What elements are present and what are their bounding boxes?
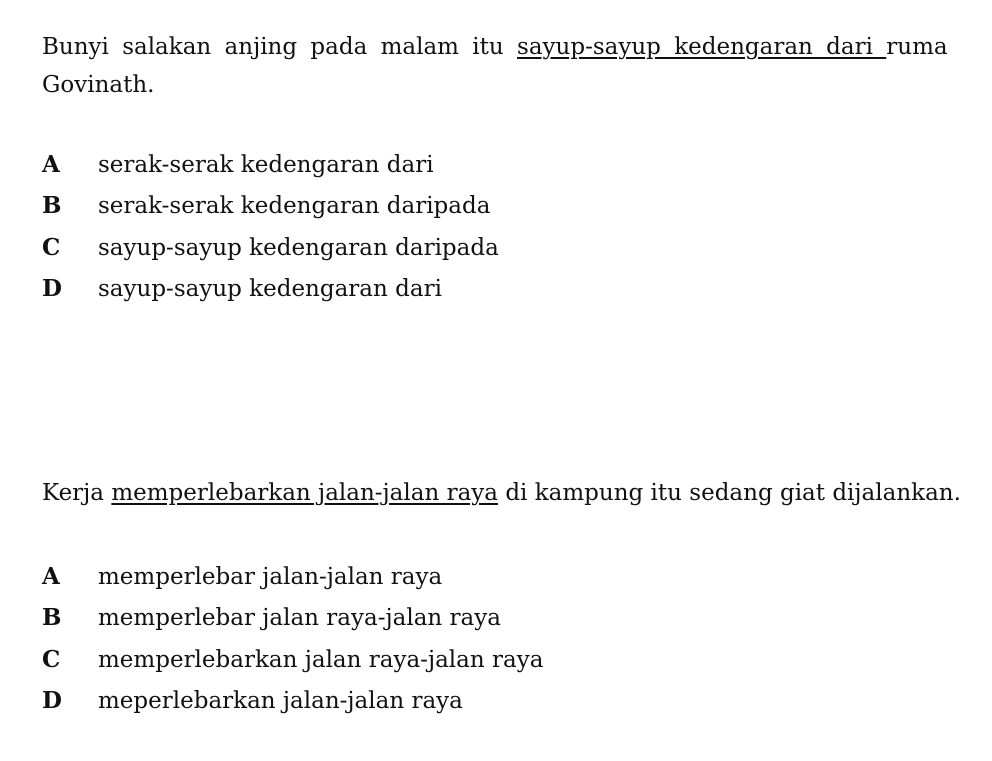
option-letter: C (42, 233, 61, 261)
question-2-option-a[interactable] (42, 556, 543, 598)
option-text: memperlebar jalan raya-jalan raya (98, 605, 501, 632)
question-2-stem-text-before: Kerja (42, 480, 112, 506)
option-letter: A (42, 150, 60, 178)
question-1-option-b[interactable] (42, 186, 499, 228)
question-2-stem-text-after: di kampung itu sedang giat dijalankan. (498, 480, 961, 506)
option-text: serak-serak kedengaran daripada (98, 193, 491, 220)
question-2-option-b[interactable] (42, 598, 543, 640)
option-text: memperlebar jalan-jalan raya (98, 563, 443, 590)
option-text: serak-serak kedengaran dari (98, 151, 434, 178)
question-1-stem-line-2: Govinath. (42, 72, 155, 98)
question-1-stem (42, 28, 992, 66)
question-2-option-c[interactable] (42, 639, 543, 681)
option-letter: B (42, 604, 62, 632)
option-letter: D (42, 275, 62, 303)
question-1-option-a[interactable] (42, 144, 499, 186)
option-text: sayup-sayup kedengaran daripada (98, 234, 499, 261)
question-1-stem-text-before: Bunyi salakan anjing pada malam itu (42, 34, 518, 60)
question-1-option-c[interactable] (42, 227, 499, 269)
question-1-option-d[interactable] (42, 269, 499, 311)
question-1-options (42, 144, 499, 310)
option-text: sayup-sayup kedengaran dari (98, 276, 442, 303)
question-2-options (42, 556, 543, 722)
question-1-stem-text-after: ruma (886, 34, 948, 60)
option-text: meperlebarkan jalan-jalan raya (98, 688, 463, 715)
option-letter: A (42, 562, 60, 590)
question-1-underlined-phrase: sayup-sayup kedengaran dari (517, 34, 887, 60)
option-letter: B (42, 192, 62, 220)
question-2 (42, 474, 992, 715)
option-text: memperlebarkan jalan raya-jalan raya (98, 646, 544, 673)
question-1 (42, 28, 992, 303)
question-2-stem (42, 474, 992, 512)
option-letter: C (42, 645, 61, 673)
question-2-option-d[interactable] (42, 681, 543, 723)
question-2-underlined-phrase: memperlebarkan jalan-jalan raya (111, 480, 499, 506)
option-letter: D (42, 687, 62, 715)
